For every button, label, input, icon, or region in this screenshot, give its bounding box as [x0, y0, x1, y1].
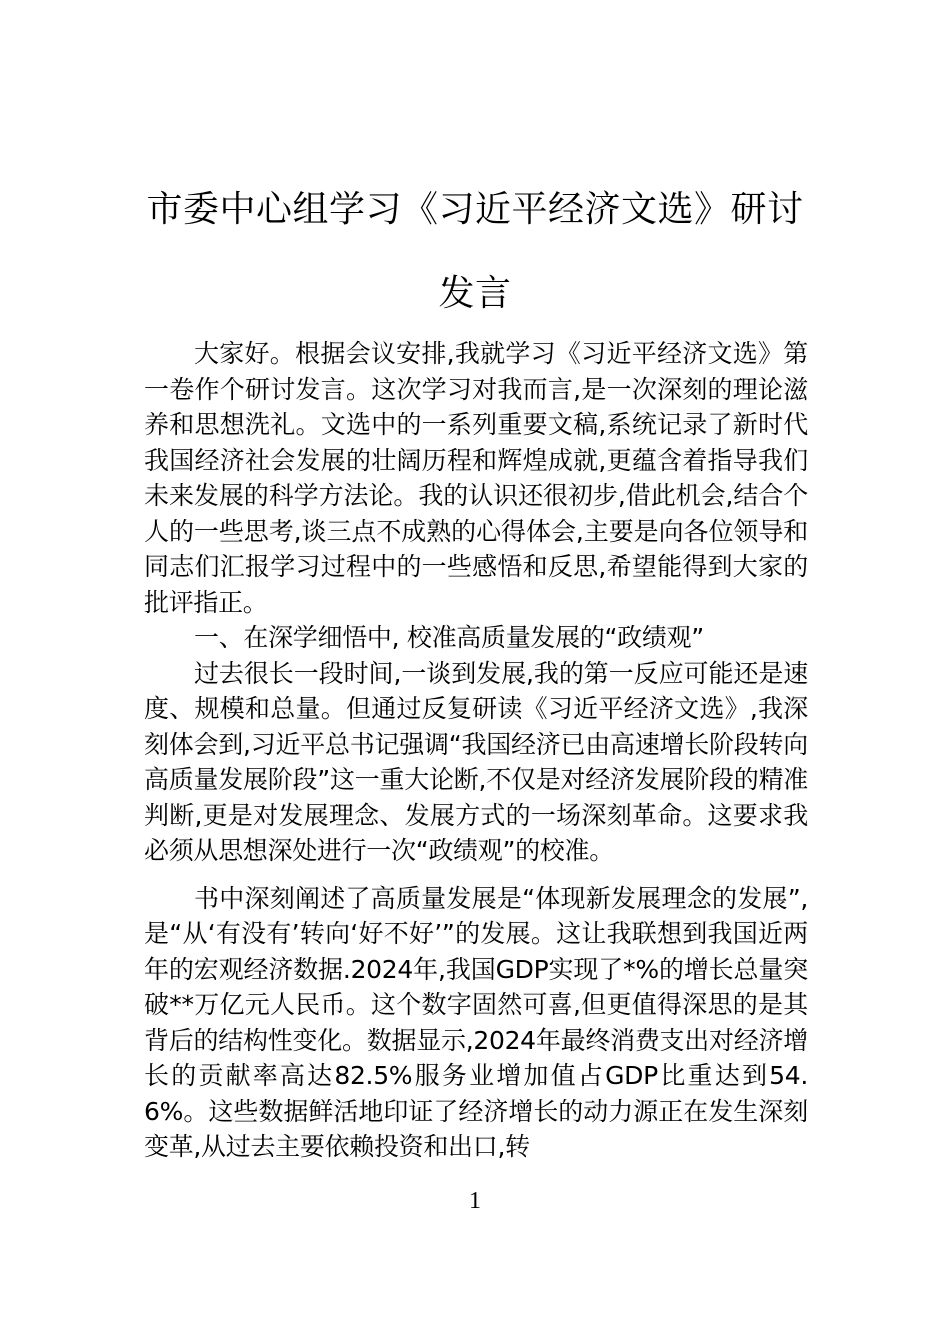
paragraph-section-1-a: 过去很长一段时间,一谈到发展,我的第一反应可能还是速度、规模和总量。但通过反复研读《习近平经济文选》,我深刻体会到,习近平总书记强调“我国经济已由高速增长阶段转向高质量发展阶段”这一重大论断,不仅是对经济发展阶段的精准判断,更是对发展理念、发展方式的一场深刻革命。这要求我必须从思想深处进行一次“政绩观”的校准。 [144, 658, 808, 865]
paragraph-section-1-b: 书中深刻阐述了高质量发展是“体现新发展理念的发展”,是“从‘有没有’转向‘好不好’”的发展。这让我联想到我国近两年的宏观经济数据.2024年,我国GDP实现了*%的增长总量突破**万亿元人民币。这个数字固然可喜,但更值得深思的是其背后的结构性变化。数据显示,2024年最终消费支出对经济增长的贡献率高达82.5%服务业增加值占GDP比重达到54.6%。这些数据鲜活地印证了经济增长的动力源正在发生深刻变革,从过去主要依赖投资和出口,转 [144, 883, 808, 1161]
paragraph-intro: 大家好。根据会议安排,我就学习《习近平经济文选》第一卷作个研讨发言。这次学习对我而言,是一次深刻的理论滋养和思想洗礼。文选中的一系列重要文稿,系统记录了新时代我国经济社会发展的壮阔历程和辉煌成就,更蕴含着指导我们未来发展的科学方法论。我的认识还很初步,借此机会,结合个人的一些思考,谈三点不成熟的心得体会,主要是向各位领导和同志们汇报学习过程中的一些感悟和反思,希望能得到大家的批评指正。 [144, 339, 808, 617]
title-line-1: 市委中心组学习《习近平经济文选》研讨 [146, 189, 804, 230]
page-number: 1 [469, 1188, 481, 1214]
document-title [140, 168, 810, 336]
title-line-2: 发言 [438, 273, 512, 314]
section-heading-1: 一、在深学细悟中, 校准高质量发展的“政绩观” [194, 623, 704, 652]
document-body [144, 336, 808, 1165]
